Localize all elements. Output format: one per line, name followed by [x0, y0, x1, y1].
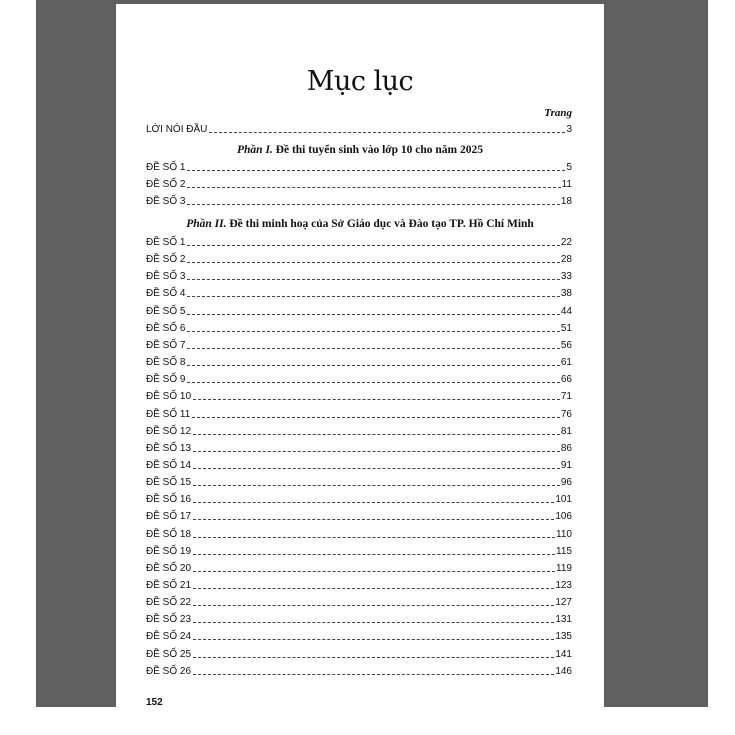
- toc-entry-label: ĐỀ SỐ 12: [146, 425, 192, 437]
- toc-entry: [146, 475, 572, 489]
- toc-entry: [146, 269, 572, 283]
- dot-leader: [193, 604, 554, 606]
- toc-entry-label: ĐỀ SỐ 22: [146, 597, 192, 609]
- dot-leader: [193, 501, 554, 503]
- toc-entry-label: ĐỀ SỐ 23: [146, 614, 192, 626]
- toc-entry-page: 51: [560, 322, 572, 334]
- dot-leader: [187, 313, 559, 315]
- toc-entry: [146, 492, 572, 506]
- toc-entry-page: 96: [560, 477, 572, 489]
- toc-entry-label: ĐỀ SỐ 15: [146, 477, 192, 489]
- toc-entry-label: ĐỀ SỐ 8: [146, 357, 186, 369]
- dot-leader: [193, 450, 560, 452]
- toc-entry-page: 28: [560, 254, 572, 266]
- toc-entry: [146, 578, 572, 592]
- toc-entry-page: 81: [560, 425, 572, 437]
- toc-entry: [146, 304, 572, 318]
- toc-entry-label: ĐỀ SỐ 20: [146, 562, 192, 574]
- toc-entry-page: 56: [560, 339, 572, 351]
- toc-entry: [146, 321, 572, 335]
- toc-entry-page: 11: [561, 179, 572, 191]
- toc-entry: [146, 177, 572, 191]
- toc-entry-page: 91: [560, 459, 572, 471]
- toc-entry-page: 106: [555, 511, 572, 523]
- toc-entry-label: ĐỀ SỐ 13: [146, 442, 192, 454]
- dot-leader: [193, 484, 560, 486]
- dot-leader: [193, 398, 560, 400]
- page-column-label: Trang: [544, 107, 572, 119]
- document-page: [116, 4, 604, 707]
- dot-leader: [187, 169, 565, 171]
- dot-leader: [187, 295, 559, 297]
- toc-entry-page: 123: [555, 580, 572, 591]
- toc-entry-page: 76: [560, 408, 572, 420]
- toc-entry: [146, 355, 572, 369]
- toc-entry: [146, 647, 572, 661]
- toc-entry: [146, 561, 572, 575]
- part1-heading: [116, 144, 604, 156]
- toc-entry-label: ĐỀ SỐ 1: [146, 237, 186, 248]
- toc-entry-page: 146: [555, 665, 572, 677]
- toc-entry-label: ĐỀ SỐ 19: [146, 545, 192, 557]
- dot-leader: [187, 203, 559, 205]
- page-title: Mục lục: [306, 66, 414, 97]
- toc-entry: [146, 612, 572, 626]
- toc-entry: [146, 458, 572, 472]
- toc-entry-page: 66: [560, 374, 572, 386]
- toc-entry-page: 5: [566, 162, 572, 173]
- toc-entry-label: ĐỀ SỐ 7: [146, 339, 186, 351]
- toc-entry-label: ĐỀ SỐ 16: [146, 494, 192, 506]
- toc-entry: [146, 235, 572, 249]
- toc-entry: [146, 252, 572, 266]
- toc-entry: [146, 372, 572, 386]
- dot-leader: [193, 656, 554, 658]
- toc-entry-page: 135: [555, 631, 572, 643]
- toc-entry-page: 86: [560, 442, 572, 454]
- toc-entry-label: ĐỀ SỐ 1: [146, 162, 186, 173]
- toc-entry-page: 141: [555, 648, 572, 660]
- toc-entry-page: 3: [566, 124, 572, 135]
- toc-entry-page: 22: [560, 237, 572, 248]
- toc-entry-page: 71: [560, 391, 572, 403]
- dot-leader: [193, 518, 554, 520]
- toc-entry: [146, 407, 572, 421]
- dot-leader: [193, 433, 560, 435]
- toc-entry-label: ĐỀ SỐ 9: [146, 374, 186, 386]
- toc-entry-label: ĐỀ SỐ 3: [146, 271, 186, 283]
- toc-entry: [146, 629, 572, 643]
- part1-text: Đề thi tuyển sinh vào lớp 10 cho năm 2025: [275, 144, 483, 156]
- dot-leader: [193, 553, 555, 555]
- toc-entry: [146, 664, 572, 678]
- toc-entry-label: ĐỀ SỐ 10: [146, 391, 192, 403]
- dot-leader: [193, 570, 555, 572]
- part2-prefix: Phần II.: [186, 218, 227, 230]
- dot-leader: [192, 416, 560, 418]
- toc-entry-label: ĐỀ SỐ 21: [146, 580, 192, 591]
- toc-entry-page: 115: [556, 545, 572, 557]
- toc-entry-label: ĐỀ SỐ 18: [146, 528, 192, 540]
- dot-leader: [187, 364, 559, 366]
- toc-entry-page: 110: [556, 528, 572, 540]
- toc-entry-label: ĐỀ SỐ 2: [146, 179, 186, 191]
- dot-leader: [193, 673, 554, 675]
- part2-heading: [116, 218, 604, 230]
- toc-entry: [146, 194, 572, 208]
- toc-entry-page: 119: [556, 562, 572, 574]
- toc-entry: [146, 160, 572, 174]
- toc-entry: [146, 424, 572, 438]
- toc-entry: [146, 544, 572, 558]
- part1-prefix: Phần I.: [237, 144, 273, 156]
- toc-entry-page: 33: [560, 271, 572, 283]
- toc-entry: [146, 338, 572, 352]
- toc-entry: [146, 595, 572, 609]
- toc-entry-label: LỜI NÓI ĐẦU: [146, 124, 208, 135]
- toc-entry-page: 131: [555, 614, 572, 626]
- dot-leader: [187, 330, 559, 332]
- toc-entry-label: ĐỀ SỐ 6: [146, 322, 186, 334]
- toc-entry-label: ĐỀ SỐ 17: [146, 511, 192, 523]
- toc-entry-page: 101: [555, 494, 572, 506]
- dot-leader: [187, 381, 559, 383]
- toc-entry-label: ĐỀ SỐ 4: [146, 288, 186, 300]
- toc-entry: [146, 286, 572, 300]
- toc-entry: [146, 389, 572, 403]
- part2-text: Đề thi minh hoạ của Sở Giáo dục và Đào tạo TP. Hồ Chí Minh: [229, 218, 534, 230]
- dot-leader: [187, 261, 559, 263]
- toc-entry-page: 38: [560, 288, 572, 300]
- toc-entry-page: 61: [560, 357, 572, 369]
- dot-leader: [187, 244, 559, 246]
- toc-entry-label: ĐỀ SỐ 14: [146, 459, 192, 471]
- dot-leader: [193, 638, 554, 640]
- dot-leader: [187, 347, 559, 349]
- toc-entry-label: ĐỀ SỐ 24: [146, 631, 192, 643]
- page-number: 152: [146, 697, 163, 708]
- toc-entry-label: ĐỀ SỐ 2: [146, 254, 186, 266]
- toc-entry-page: 44: [560, 305, 572, 317]
- dot-leader: [193, 587, 554, 589]
- toc-entry-label: ĐỀ SỐ 26: [146, 665, 192, 677]
- dot-leader: [209, 131, 565, 133]
- toc-entry-label: ĐỀ SỐ 25: [146, 648, 192, 660]
- toc-entry-page: 18: [560, 196, 572, 208]
- toc-entry-page: 127: [555, 597, 572, 609]
- toc-entry: [146, 441, 572, 455]
- toc-entry: [146, 527, 572, 541]
- dot-leader: [187, 186, 560, 188]
- toc-entry-label: ĐỀ SỐ 3: [146, 196, 186, 208]
- dot-leader: [193, 536, 555, 538]
- toc-entry-preface: [146, 122, 572, 136]
- toc-entry: [146, 509, 572, 523]
- dot-leader: [193, 621, 554, 623]
- dot-leader: [187, 278, 559, 280]
- dot-leader: [193, 467, 560, 469]
- toc-entry-label: ĐỀ SỐ 11: [146, 408, 191, 420]
- toc-entry-label: ĐỀ SỐ 5: [146, 305, 186, 317]
